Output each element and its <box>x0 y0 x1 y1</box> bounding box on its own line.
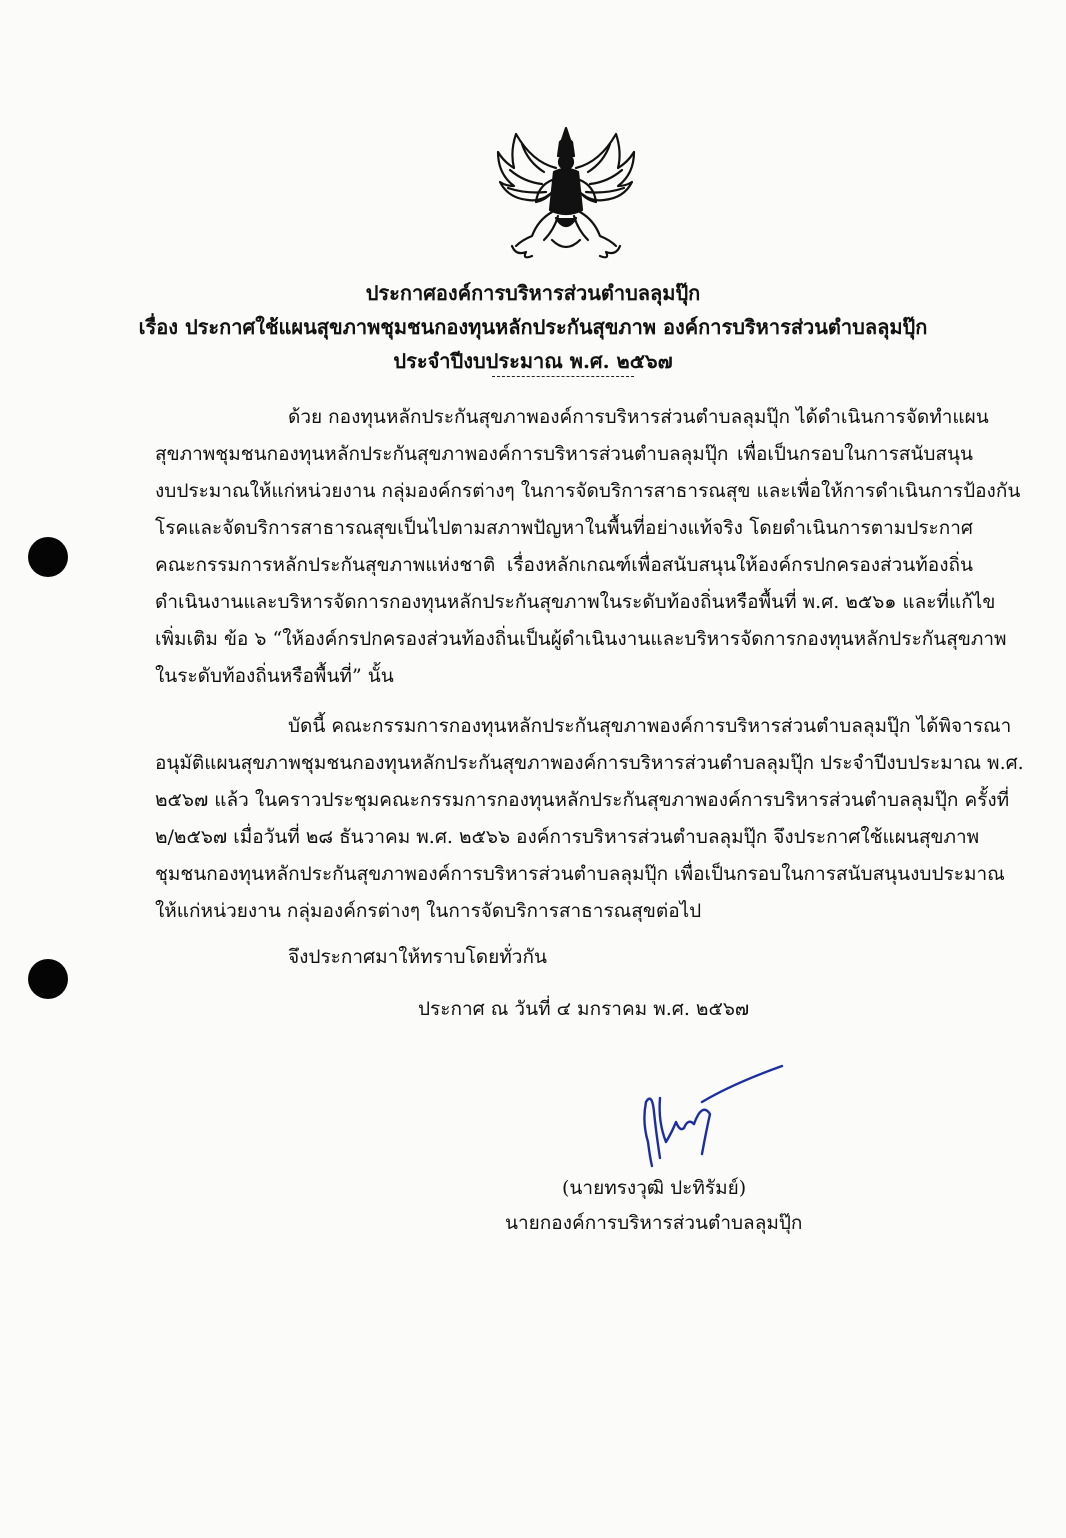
announcement-subject: เรื่อง ประกาศใช้แผนสุขภาพชุมชนกองทุนหลักประกันสุขภาพ องค์การบริหารส่วนตำบลลุมปุ๊ก <box>138 315 928 339</box>
paragraph-line: สุขภาพชุมชนกองทุนหลักประกันสุขภาพองค์การบริหารส่วนตำบลลุมปุ๊ก เพื่อเป็นกรอบในการสนับสนุน <box>155 443 973 465</box>
paragraph-line: งบประมาณให้แก่หน่วยงาน กลุ่มองค์กรต่างๆ ในการจัดบริการสาธารณสุข และเพื่อให้การดำเนินการป้องกัน <box>155 480 1021 502</box>
paragraph-line: โรคและจัดบริการสาธารณสุขเป็นไปตามสภาพปัญหาในพื้นที่อย่างแท้จริง โดยดำเนินการตามประกาศ <box>155 517 973 539</box>
signatory-position: นายกองค์การบริหารส่วนตำบลลุมปุ๊ก <box>505 1212 803 1234</box>
closing-statement: จึงประกาศมาให้ทราบโดยทั่วกัน <box>288 946 547 968</box>
fiscal-year-line: ประจำปีงบประมาณ พ.ศ. ๒๕๖๗ <box>393 349 673 373</box>
announcement-title: ประกาศองค์การบริหารส่วนตำบลลุมปุ๊ก <box>365 281 701 305</box>
announcement-date: ประกาศ ณ วันที่ ๔ มกราคม พ.ศ. ๒๕๖๗ <box>418 998 750 1020</box>
paragraph-line: ในระดับท้องถิ่นหรือพื้นที่” นั้น <box>155 665 394 687</box>
paragraph-line: ๒/๒๕๖๗ เมื่อวันที่ ๒๘ ธันวาคม พ.ศ. ๒๕๖๖ องค์การบริหารส่วนตำบลลุมปุ๊ก จึงประกาศใช้แผนสุขภาพ <box>155 826 980 848</box>
paragraph-line: เพิ่มเติม ข้อ ๖ “ให้องค์กรปกครองส่วนท้องถิ่นเป็นผู้ดำเนินงานและบริหารจัดการกองทุนหลักประกันสุขภาพ <box>155 628 1007 650</box>
paragraph-line: บัดนี้ คณะกรรมการกองทุนหลักประกันสุขภาพองค์การบริหารส่วนตำบลลุมปุ๊ก ได้พิจารณา <box>288 715 1012 737</box>
paragraph-line: ด้วย กองทุนหลักประกันสุขภาพองค์การบริหารส่วนตำบลลุมปุ๊ก ได้ดำเนินการจัดทำแผน <box>288 406 989 428</box>
paragraph-line: ๒๕๖๗ แล้ว ในคราวประชุมคณะกรรมการกองทุนหลักประกันสุขภาพองค์การบริหารส่วนตำบลลุมปุ๊ก ครั้งที่ <box>155 789 1010 811</box>
paragraph-line: ให้แก่หน่วยงาน กลุ่มองค์กรต่างๆ ในการจัดบริการสาธารณสุขต่อไป <box>155 900 702 922</box>
paragraph-line: อนุมัติแผนสุขภาพชุมชนกองทุนหลักประกันสุขภาพองค์การบริหารส่วนตำบลลุมปุ๊ก ประจำปีงบประมาณ พ.ศ. <box>155 752 1024 774</box>
garuda-emblem <box>492 122 640 262</box>
paragraph-line: คณะกรรมการหลักประกันสุขภาพแห่งชาติ เรื่องหลักเกณฑ์เพื่อสนับสนุนให้องค์กรปกครองส่วนท้องถิ่น <box>155 554 973 576</box>
signatory-name: (นายทรงวุฒิ ปะทิรัมย์) <box>562 1177 747 1199</box>
signature <box>632 1062 792 1172</box>
paragraph-line: ดำเนินงานและบริหารจัดการกองทุนหลักประกันสุขภาพในระดับท้องถิ่นหรือพื้นที่ พ.ศ. ๒๕๖๑ และที่แก้ไข <box>155 591 996 613</box>
paragraph-line: ชุมชนกองทุนหลักประกันสุขภาพองค์การบริหารส่วนตำบลลุมปุ๊ก เพื่อเป็นกรอบในการสนับสนุนงบประมาณ <box>155 863 1005 885</box>
punch-hole <box>28 959 68 999</box>
title-divider <box>492 376 634 377</box>
punch-hole <box>28 537 68 577</box>
